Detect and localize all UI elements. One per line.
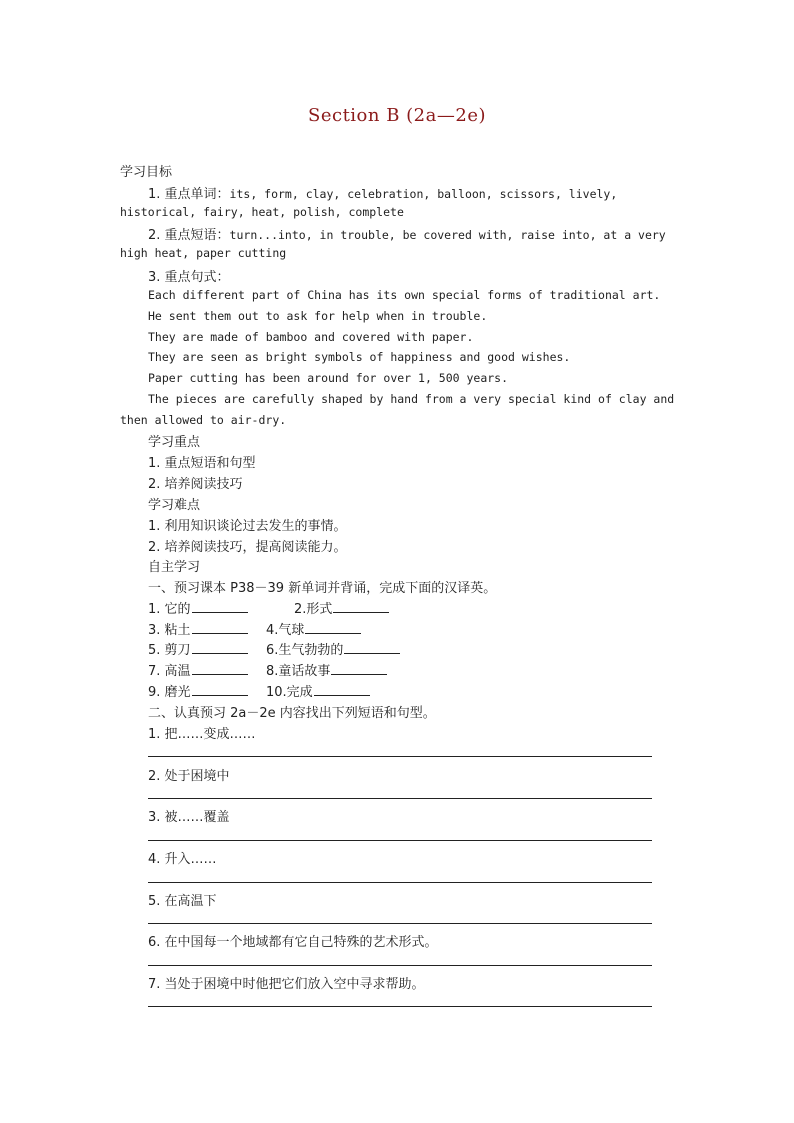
answer-line[interactable] [148, 882, 652, 883]
sentence-item: They are made of bamboo and covered with paper. [148, 330, 474, 344]
words-label: 1. 重点单词： [148, 187, 230, 202]
vocab-item: 9. 磨光 [148, 681, 248, 700]
answer-line[interactable] [148, 965, 652, 966]
phrase-item: 4. 升入…… [148, 852, 217, 867]
answer-blank[interactable] [192, 621, 248, 634]
words-line-1: its, form, clay, celebration, balloon, scissors, lively, [229, 187, 618, 201]
sentence-item: He sent them out to ask for help when in trouble. [148, 309, 488, 323]
answer-blank[interactable] [314, 683, 370, 696]
phrases-line-2: high heat, paper cutting [120, 246, 287, 260]
vocab-item: 3. 粘土 [148, 619, 248, 638]
part2-instruction: 二、认真预习 2a－2e 内容找出下列短语和句型。 [148, 706, 436, 721]
sentence-item: Paper cutting has been around for over 1, 500 years. [148, 371, 509, 385]
words-line-2: historical, fairy, heat, polish, complete [120, 205, 404, 219]
part1-instruction: 一、预习课本 P38－39 新单词并背诵，完成下面的汉译英。 [148, 581, 497, 596]
page-title: Section B (2a—2e) [308, 105, 486, 126]
answer-line[interactable] [148, 756, 652, 757]
answer-line[interactable] [148, 798, 652, 799]
goals-heading: 学习目标 [120, 165, 173, 180]
sentence-item: Each different part of China has its own special forms of traditional art. [148, 288, 661, 302]
sentence-item-continued: then allowed to air-dry. [120, 413, 287, 427]
key-point-item: 1. 重点短语和句型 [148, 456, 256, 471]
vocab-item: 7. 高温 [148, 660, 248, 679]
phrases-line-1: turn...into, in trouble, be covered with, raise into, at a very [229, 228, 666, 242]
self-study-heading: 自主学习 [148, 560, 201, 575]
answer-line[interactable] [148, 923, 652, 924]
vocab-item: 8.童话故事 [266, 660, 387, 679]
answer-blank[interactable] [192, 600, 248, 613]
answer-blank[interactable] [305, 621, 361, 634]
phrase-item: 1. 把……变成…… [148, 727, 256, 742]
vocab-item: 4.气球 [266, 619, 361, 638]
vocab-item: 6.生气勃勃的 [266, 639, 400, 658]
answer-blank[interactable] [192, 683, 248, 696]
phrases-label: 2. 重点短语： [148, 228, 230, 243]
key-points-heading: 学习重点 [148, 435, 201, 450]
answer-blank[interactable] [192, 662, 248, 675]
answer-blank[interactable] [333, 600, 389, 613]
vocab-item: 5. 剪刀 [148, 639, 248, 658]
vocab-item: 1. 它的 [148, 598, 248, 617]
answer-blank[interactable] [331, 662, 387, 675]
phrase-item: 7. 当处于困境中时他把它们放入空中寻求帮助。 [148, 977, 425, 992]
key-point-item: 2. 培养阅读技巧 [148, 477, 243, 492]
phrase-item: 6. 在中国每一个地域都有它自己特殊的艺术形式。 [148, 935, 438, 950]
sentence-item: They are seen as bright symbols of happiness and good wishes. [148, 350, 571, 364]
phrase-item: 2. 处于困境中 [148, 769, 230, 784]
phrases-row [148, 224, 666, 243]
difficulty-item: 1. 利用知识谈论过去发生的事情。 [148, 519, 347, 534]
answer-blank[interactable] [192, 641, 248, 654]
sentence-item: The pieces are carefully shaped by hand from a very special kind of clay and [148, 392, 675, 406]
difficulties-heading: 学习难点 [148, 498, 201, 513]
difficulty-item: 2. 培养阅读技巧，提高阅读能力。 [148, 540, 347, 555]
words-row [148, 183, 617, 202]
answer-line[interactable] [148, 1006, 652, 1007]
phrase-item: 5. 在高温下 [148, 894, 217, 909]
phrase-item: 3. 被……覆盖 [148, 810, 230, 825]
vocab-item: 2.形式 [294, 598, 389, 617]
sentences-label: 3. 重点句式： [148, 270, 230, 285]
answer-line[interactable] [148, 840, 652, 841]
answer-blank[interactable] [344, 641, 400, 654]
vocab-item: 10.完成 [266, 681, 370, 700]
